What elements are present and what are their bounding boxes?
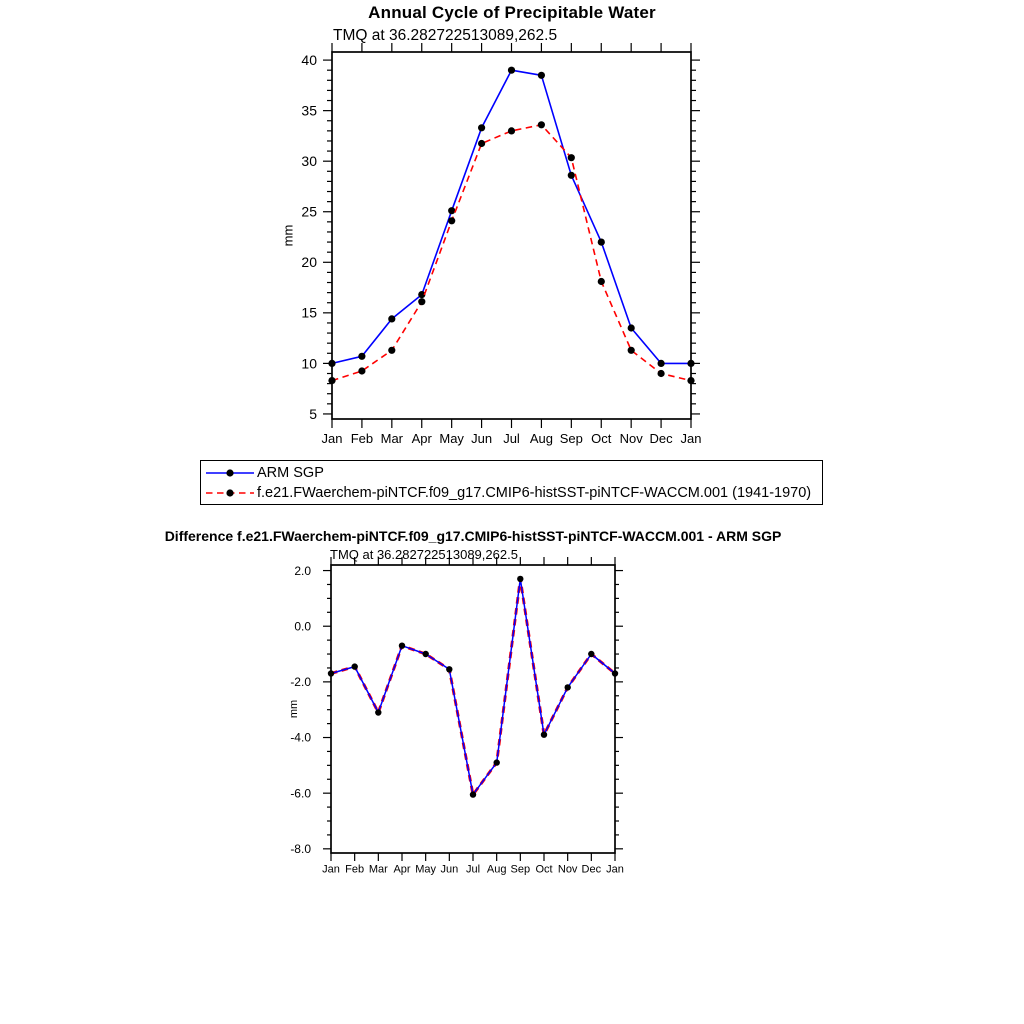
- annual-cycle-frame: [332, 52, 691, 419]
- annual-cycle-series-1-markers: [328, 121, 694, 384]
- x-tick-label: Aug: [486, 863, 507, 876]
- x-tick-label: Mar: [368, 863, 388, 876]
- legend-label-arm-sgp: ARM SGP: [257, 464, 324, 481]
- data-point-marker: [494, 759, 500, 765]
- data-point-marker: [470, 791, 476, 797]
- y-tick-label: -6.0: [290, 786, 311, 801]
- data-point-marker: [538, 121, 545, 128]
- x-tick-label: Mar: [380, 430, 404, 446]
- legend-label-model: f.e21.FWaerchem-piNTCF.f09_g17.CMIP6-histSST-piNTCF-WACCM.001 (1941-1970): [257, 484, 812, 501]
- data-point-marker: [352, 663, 358, 669]
- y-tick-label: 25: [301, 203, 317, 220]
- y-tick-label: -8.0: [290, 842, 311, 857]
- y-tick-label: 5: [309, 405, 317, 422]
- x-tick-label: Jan: [321, 430, 343, 446]
- difference-frame: [331, 565, 615, 853]
- difference-series-0-line: [331, 579, 615, 795]
- data-point-marker: [358, 353, 365, 360]
- y-tick-label: 2.0: [294, 563, 311, 578]
- difference-title: Difference f.e21.FWaerchem-piNTCF.f09_g17.CMIP6-histSST-piNTCF-WACCM.001 - ARM SGP: [164, 528, 782, 544]
- data-point-marker: [588, 651, 594, 657]
- data-point-marker: [328, 670, 334, 676]
- difference-series-0-underlay: [331, 579, 615, 795]
- data-point-marker: [388, 347, 395, 354]
- annual-cycle-series-1-line: [332, 125, 691, 381]
- data-point-marker: [568, 154, 575, 161]
- data-point-marker: [508, 67, 515, 74]
- x-tick-label: Apr: [393, 863, 411, 876]
- annual-cycle-plot: [281, 43, 702, 446]
- y-axis-label: mm: [280, 224, 296, 247]
- data-point-marker: [375, 709, 381, 715]
- data-point-marker: [628, 347, 635, 354]
- annual-cycle-series-0-line: [332, 70, 691, 363]
- data-point-marker: [517, 576, 523, 582]
- y-tick-label: 10: [301, 355, 317, 372]
- x-tick-label: Jan: [680, 430, 702, 446]
- y-tick-label: 30: [301, 153, 317, 170]
- x-tick-label: May: [439, 430, 464, 446]
- data-point-marker: [399, 643, 405, 649]
- data-point-marker: [687, 360, 694, 367]
- difference-subtitle: TMQ at 36.282722513089,262.5: [330, 547, 518, 562]
- dashed-line-marker-icon: [204, 486, 256, 500]
- y-tick-label: 40: [301, 51, 317, 68]
- y-tick-label: 35: [301, 102, 317, 119]
- y-tick-label: -2.0: [290, 675, 311, 690]
- legend-marker-dot: [226, 489, 233, 496]
- y-tick-label: -4.0: [290, 730, 311, 745]
- y-axis-label: mm: [287, 699, 300, 719]
- annual-cycle-ticks: [323, 43, 700, 428]
- data-point-marker: [628, 324, 635, 331]
- x-tick-label: Aug: [529, 430, 553, 446]
- legend-entry-arm-sgp: [204, 463, 822, 483]
- data-point-marker: [568, 172, 575, 179]
- x-tick-label: Sep: [510, 863, 531, 876]
- x-tick-label: Nov: [557, 863, 578, 876]
- data-point-marker: [418, 298, 425, 305]
- data-point-marker: [328, 377, 335, 384]
- data-point-marker: [478, 124, 485, 131]
- x-tick-label: Oct: [535, 863, 553, 876]
- data-point-marker: [658, 370, 665, 377]
- x-tick-label: Dec: [581, 863, 602, 876]
- legend-box: [200, 460, 823, 505]
- x-tick-label: Nov: [619, 430, 643, 446]
- x-tick-label: Jun: [471, 430, 493, 446]
- data-point-marker: [388, 315, 395, 322]
- data-point-marker: [478, 140, 485, 147]
- difference-series-0-markers: [328, 576, 618, 798]
- data-point-marker: [598, 278, 605, 285]
- data-point-marker: [687, 377, 694, 384]
- data-point-marker: [565, 684, 571, 690]
- data-point-marker: [448, 207, 455, 214]
- x-tick-label: Feb: [350, 430, 374, 446]
- solid-line-marker-icon: [204, 466, 256, 480]
- x-tick-label: May: [415, 863, 437, 876]
- data-point-marker: [448, 217, 455, 224]
- x-tick-label: Oct: [591, 430, 612, 446]
- data-point-marker: [423, 651, 429, 657]
- y-tick-label: 0.0: [294, 619, 311, 634]
- annual-cycle-subtitle: TMQ at 36.282722513089,262.5: [333, 27, 558, 44]
- x-tick-label: Feb: [345, 863, 365, 876]
- x-tick-label: Apr: [411, 430, 432, 446]
- x-tick-label: Jan: [322, 863, 340, 876]
- difference-tick-labels: [287, 563, 624, 876]
- legend-entry-model: [204, 483, 822, 503]
- data-point-marker: [658, 360, 665, 367]
- data-point-marker: [541, 732, 547, 738]
- x-tick-label: Jun: [440, 863, 459, 876]
- annual-cycle-series-0-markers: [328, 67, 694, 367]
- x-tick-label: Sep: [559, 430, 583, 446]
- data-point-marker: [508, 127, 515, 134]
- difference-plot: [288, 557, 624, 875]
- annual-cycle-title: Annual Cycle of Precipitable Water: [368, 3, 656, 22]
- data-point-marker: [598, 239, 605, 246]
- annual-cycle-tick-labels: [301, 52, 701, 446]
- legend-marker-dot: [226, 469, 233, 476]
- x-tick-label: Jul: [465, 863, 481, 876]
- data-point-marker: [612, 670, 618, 676]
- y-tick-label: 20: [301, 254, 317, 271]
- x-tick-label: Dec: [649, 430, 673, 446]
- x-tick-label: Jan: [606, 863, 624, 876]
- y-tick-label: 15: [301, 304, 317, 321]
- data-point-marker: [446, 666, 452, 672]
- x-tick-label: Jul: [503, 430, 520, 446]
- data-point-marker: [358, 367, 365, 374]
- data-point-marker: [328, 360, 335, 367]
- difference-ticks: [323, 557, 623, 861]
- data-point-marker: [538, 72, 545, 79]
